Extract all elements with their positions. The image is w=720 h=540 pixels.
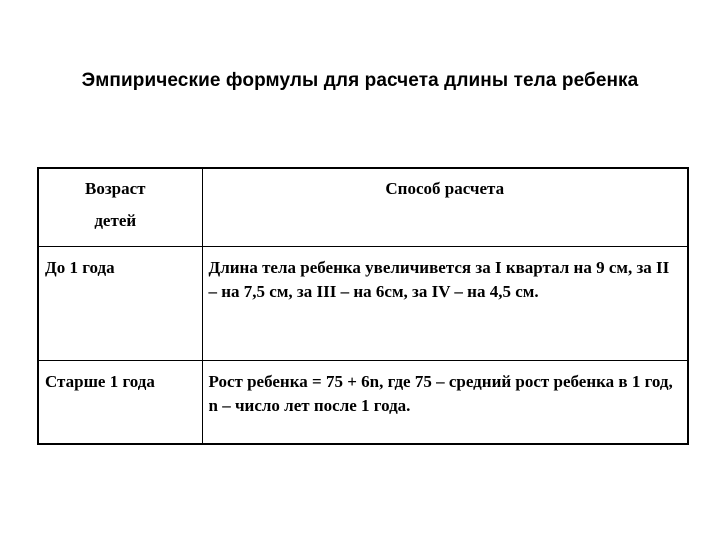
header-age-line2: детей	[94, 211, 137, 230]
header-age	[38, 168, 202, 246]
table-header-row	[38, 168, 688, 246]
formula-table	[37, 167, 689, 445]
age-cell: Старше 1 года	[38, 360, 202, 444]
header-age-line1: Возраст	[84, 179, 146, 198]
method-cell: Длина тела ребенка увеличивется за I квартал на 9 см, за II – на 7,5 см, за III – на 6см, за IV – на 4,5 см.	[202, 246, 688, 360]
method-cell: Рост ребенка = 75 + 6n, где 75 – средний рост ребенка в 1 год, n – число лет после 1 года.	[202, 360, 688, 444]
page-title: Эмпирические формулы для расчета длины тела ребенка	[81, 70, 639, 91]
age-cell: До 1 года	[38, 246, 202, 360]
table-row	[38, 246, 688, 360]
header-method: Способ расчета	[202, 168, 688, 246]
table-row	[38, 360, 688, 444]
